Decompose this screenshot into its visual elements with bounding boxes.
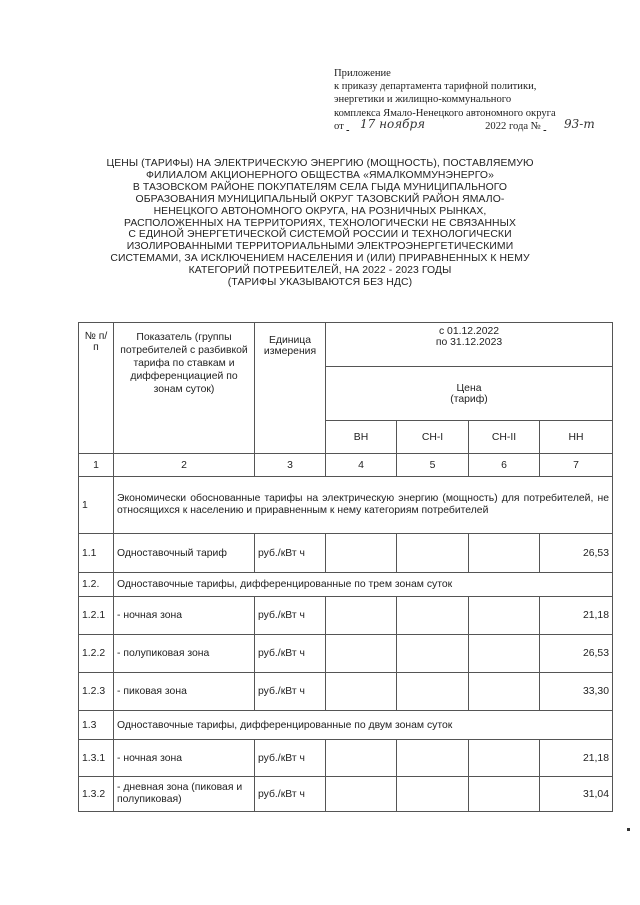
value-vn — [326, 777, 397, 812]
title-line: В ТАЗОВСКОМ РАЙОНЕ ПОКУПАТЕЛЯМ СЕЛА ГЫДА МУНИЦИПАЛЬНОГО — [132, 181, 508, 193]
row-num: 1.2. — [79, 573, 114, 597]
row-name: - ночная зона — [114, 740, 255, 777]
header-level-nn: НН — [540, 421, 613, 454]
section-row — [79, 477, 613, 534]
title-line: РАСПОЛОЖЕННЫХ НА ТЕРРИТОРИЯХ, ТЕХНОЛОГИЧЕСКИ НЕ СВЯЗАННЫХ — [124, 217, 516, 229]
title-line: ЦЕНЫ (ТАРИФЫ) НА ЭЛЕКТРИЧЕСКУЮ ЭНЕРГИЮ (МОЩНОСТЬ), ПОСТАВЛЯЕМУЮ — [106, 158, 534, 169]
section-num: 1 — [79, 477, 114, 534]
title-line: НЕНЕЦКОГО АВТОНОМНОГО ОКРУГА, НА РОЗНИЧНЫХ РЫНКАХ, — [153, 205, 487, 217]
value-sn2 — [469, 673, 540, 711]
col-number: 2 — [114, 454, 255, 477]
row-unit: руб./кВт ч — [255, 534, 326, 573]
value-vn — [326, 673, 397, 711]
value-vn — [326, 635, 397, 673]
document-title — [50, 158, 590, 289]
value-nn: 33,30 — [540, 673, 613, 711]
table-row — [79, 534, 613, 573]
value-sn2 — [469, 635, 540, 673]
col-number: 4 — [326, 454, 397, 477]
row-name: - полупиковая зона — [114, 635, 255, 673]
header-level-sn2: СН-II — [469, 421, 540, 454]
value-nn: 31,04 — [540, 777, 613, 812]
header-unit: Единица измерения — [255, 323, 326, 454]
row-unit: руб./кВт ч — [255, 597, 326, 635]
header-level-sn1: СН-I — [397, 421, 469, 454]
appendix-line: комплекса Ямало-Ненецкого автономного округа — [334, 107, 556, 119]
value-sn1 — [397, 597, 469, 635]
table-row — [79, 597, 613, 635]
appendix-line: к приказу департамента тарифной политики, — [334, 81, 537, 93]
title-line: (ТАРИФЫ УКАЗЫВАЮТСЯ БЕЗ НДС) — [227, 277, 413, 289]
row-unit: руб./кВт ч — [255, 673, 326, 711]
value-sn2 — [469, 534, 540, 573]
appendix-year-label: 2022 года № — [485, 120, 541, 132]
handwritten-date: 17 ноября — [360, 117, 426, 131]
value-nn: 21,18 — [540, 740, 613, 777]
title-line: ОБРАЗОВАНИЯ МУНИЦИПАЛЬНЫЙ ОКРУГ ТАЗОВСКИЙ РАЙОН ЯМАЛО- — [135, 193, 505, 205]
value-vn — [326, 534, 397, 573]
title-line: ИЗОЛИРОВАННЫМИ ТЕРРИТОРИАЛЬНЫМИ ЭЛЕКТРОЭНЕРГЕТИЧЕСКИМИ — [126, 241, 514, 253]
col-number: 3 — [255, 454, 326, 477]
value-sn1 — [397, 777, 469, 812]
value-nn: 21,18 — [540, 597, 613, 635]
value-sn2 — [469, 740, 540, 777]
col-number: 5 — [397, 454, 469, 477]
row-unit: руб./кВт ч — [255, 740, 326, 777]
row-num: 1.3.1 — [79, 740, 114, 777]
value-sn2 — [469, 597, 540, 635]
scan-speck — [627, 828, 630, 831]
value-sn1 — [397, 740, 469, 777]
row-name: - дневная зона (пиковая и полупиковая) — [114, 777, 255, 812]
row-num: 1.2.3 — [79, 673, 114, 711]
row-name: - ночная зона — [114, 597, 255, 635]
group-text: Одноставочные тарифы, дифференцированные по двум зонам суток — [114, 711, 613, 740]
row-num: 1.3 — [79, 711, 114, 740]
header-period: с 01.12.2022 по 31.12.2023 — [326, 323, 613, 367]
group-row — [79, 573, 613, 597]
row-name: Одноставочный тариф — [114, 534, 255, 573]
value-sn2 — [469, 777, 540, 812]
title-line: СИСТЕМАМИ, ЗА ИСКЛЮЧЕНИЕМ НАСЕЛЕНИЯ И (ИЛИ) ПРИРАВНЕННЫХ К НЕМУ — [110, 253, 530, 265]
value-sn1 — [397, 673, 469, 711]
header-num: № п/п — [79, 323, 114, 454]
col-number: 6 — [469, 454, 540, 477]
table-row — [79, 740, 613, 777]
section-text: Экономически обоснованные тарифы на электрическую энергию (мощность) для потребителей, не относящихся к населению и приравненным к нему категориям потребителей — [114, 477, 613, 534]
value-vn — [326, 740, 397, 777]
tariff-table — [78, 322, 613, 812]
group-row — [79, 711, 613, 740]
col-number: 1 — [79, 454, 114, 477]
row-unit: руб./кВт ч — [255, 777, 326, 812]
title-line: С ЕДИНОЙ ЭНЕРГЕТИЧЕСКОЙ СИСТЕМОЙ РОССИИ И ТЕХНОЛОГИЧЕСКИ — [128, 229, 512, 241]
row-num: 1.2.2 — [79, 635, 114, 673]
row-num: 1.1 — [79, 534, 114, 573]
header-indicator: Показатель (группы потребителей с разбивкой тарифа по ставкам и дифференциацией по зонам суток) — [114, 323, 255, 454]
row-num: 1.3.2 — [79, 777, 114, 812]
header-level-vn: ВН — [326, 421, 397, 454]
header-price: Цена (тариф) — [326, 367, 613, 421]
value-sn1 — [397, 635, 469, 673]
table-row — [79, 673, 613, 711]
col-number: 7 — [540, 454, 613, 477]
table-row — [79, 777, 613, 812]
appendix-date-prefix: от — [334, 120, 344, 132]
row-unit: руб./кВт ч — [255, 635, 326, 673]
appendix-title: Приложение — [334, 68, 391, 79]
handwritten-number: 93-т — [564, 117, 595, 131]
title-line: КАТЕГОРИЙ ПОТРЕБИТЕЛЕЙ, НА 2022 - 2023 ГОДЫ — [188, 265, 452, 277]
value-vn — [326, 597, 397, 635]
table-row — [79, 635, 613, 673]
value-sn1 — [397, 534, 469, 573]
appendix-line: энергетики и жилищно-коммунального — [334, 94, 512, 106]
row-name: - пиковая зона — [114, 673, 255, 711]
value-nn: 26,53 — [540, 534, 613, 573]
row-num: 1.2.1 — [79, 597, 114, 635]
group-text: Одноставочные тарифы, дифференцированные по трем зонам суток — [114, 573, 613, 597]
value-nn: 26,53 — [540, 635, 613, 673]
title-line: ФИЛИАЛОМ АКЦИОНЕРНОГО ОБЩЕСТВА «ЯМАЛКОММУНЭНЕРГО» — [146, 169, 494, 181]
